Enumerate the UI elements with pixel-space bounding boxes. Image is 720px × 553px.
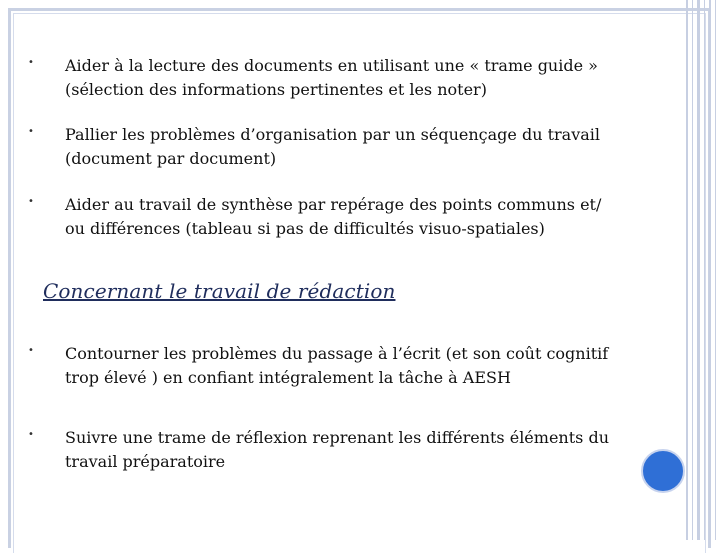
list-item-line: Suivre une trame de réflexion reprenant les différents éléments du (65, 428, 609, 447)
list-item-text (65, 54, 655, 102)
section-heading: Concernant le travail de rédaction (43, 279, 396, 303)
list-item-line: Pallier les problèmes d’organisation par un séquençage du travail (65, 125, 601, 144)
side-line (686, 0, 688, 540)
list-item-text (65, 193, 655, 241)
decorative-circle-icon (641, 449, 685, 493)
list-item-text (65, 342, 655, 390)
list-item-line: (document par document) (65, 149, 277, 168)
side-line (709, 0, 711, 540)
list-item-line: Aider au travail de synthèse par repérage des points communs et/ (65, 195, 602, 214)
bullet-icon: • (28, 196, 34, 207)
bullet-icon: • (28, 345, 34, 356)
side-line (715, 0, 716, 540)
list-item-line: travail préparatoire (65, 452, 226, 471)
list-item-text (65, 123, 655, 171)
list-item-line: Contourner les problèmes du passage à l’écrit (et son coût cognitif (65, 344, 609, 363)
side-line (697, 0, 700, 540)
side-line (692, 0, 693, 540)
list-item-line: Aider à la lecture des documents en utilisant une « trame guide » (65, 56, 598, 75)
list-item-text (65, 426, 655, 474)
list-item-line: trop élevé ) en confiant intégralement la tâche à AESH (65, 368, 511, 387)
list-item-line: (sélection des informations pertinentes et les noter) (65, 80, 487, 99)
side-line (704, 0, 705, 540)
side-decoration (686, 0, 720, 540)
list-item-line: ou différences (tableau si pas de difficultés visuo-spatiales) (65, 219, 545, 238)
bullet-icon: • (28, 429, 34, 440)
bullet-icon: • (28, 57, 34, 68)
bullet-icon: • (28, 126, 34, 137)
